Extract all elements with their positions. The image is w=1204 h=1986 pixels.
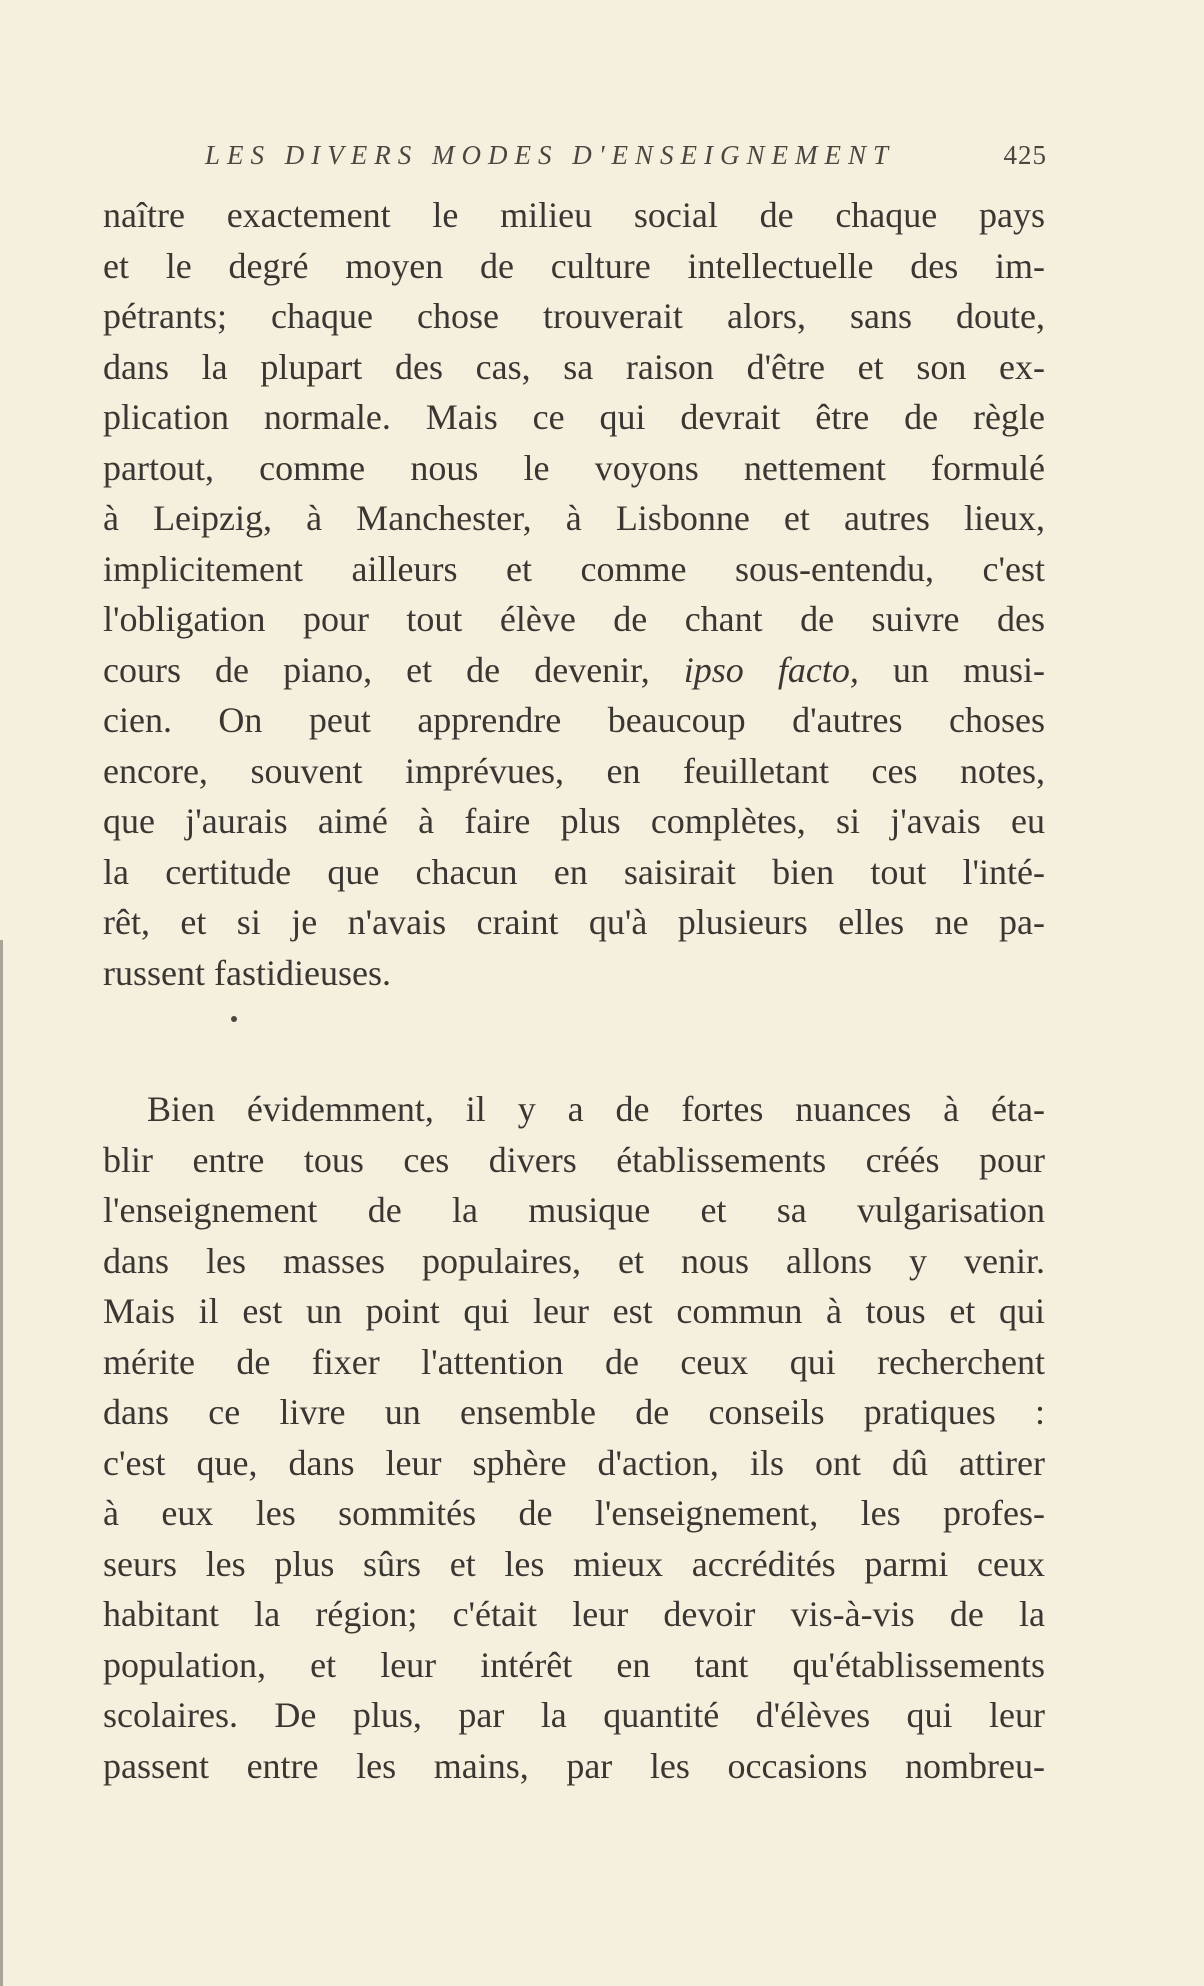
text-line: à Leipzig, à Manchester, à Lisbonne et autres lieux,: [103, 498, 1045, 538]
text-line: Bien évidemment, il y a de fortes nuances à éta-: [147, 1089, 1045, 1129]
text-line: pétrants; chaque chose trouverait alors, sans doute,: [103, 296, 1045, 336]
text-line: c'est que, dans leur sphère d'action, ils ont dû attirer: [103, 1442, 1045, 1483]
text-line: population, et leur intérêt en tant qu'établissements: [103, 1644, 1045, 1685]
text-line: l'obligation pour tout élève de chant de suivre des: [103, 599, 1045, 639]
ornament-dot: [231, 1016, 237, 1022]
text-line: et le degré moyen de culture intellectuelle des im-: [103, 245, 1045, 286]
running-head: [105, 140, 1047, 174]
text-line: passent entre les mains, par les occasions nombreu-: [103, 1745, 1045, 1786]
text-line-with-italic: [103, 645, 1045, 696]
text-line: implicitement ailleurs et comme sous-entendu, c'est: [103, 548, 1045, 589]
text-line: rêt, et si je n'avais craint qu'à plusieurs elles ne pa-: [103, 902, 1045, 942]
text-line: encore, souvent imprévues, en feuilletant ces notes,: [103, 750, 1045, 791]
text-line: que j'aurais aimé à faire plus complètes, si j'avais eu: [103, 801, 1045, 841]
text-line: l'enseignement de la musique et sa vulgarisation: [103, 1190, 1045, 1230]
text-line: habitant la région; c'était leur devoir vis-à-vis de la: [103, 1594, 1045, 1634]
page-number: 425: [1003, 140, 1047, 170]
text-line: blir entre tous ces divers établissements créés pour: [103, 1139, 1045, 1180]
page-edge-shadow: [0, 940, 3, 1986]
paragraph-separator: [103, 998, 1045, 1084]
running-title: LES DIVERS MODES D'ENSEIGNEMENT: [205, 140, 895, 170]
text-line: plication normale. Mais ce qui devrait être de règle: [103, 397, 1045, 437]
text-line: seurs les plus sûrs et les mieux accrédités parmi ceux: [103, 1543, 1045, 1584]
text-line: mérite de fixer l'attention de ceux qui recherchent: [103, 1341, 1045, 1382]
text-segment: cours de piano, et de devenir,: [103, 649, 684, 690]
text-line: scolaires. De plus, par la quantité d'élèves qui leur: [103, 1695, 1045, 1735]
body-text: [103, 190, 1045, 1791]
text-line: Mais il est un point qui leur est commun à tous et qui: [103, 1291, 1045, 1331]
text-segment: un musi-: [858, 649, 1045, 690]
text-line: la certitude que chacun en saisirait bien tout l'inté-: [103, 851, 1045, 892]
text-line: dans les masses populaires, et nous allons y venir.: [103, 1240, 1045, 1281]
text-line: russent fastidieuses.: [103, 952, 391, 993]
text-line: cien. On peut apprendre beaucoup d'autres choses: [103, 700, 1045, 740]
text-line: à eux les sommités de l'enseignement, les profes-: [103, 1493, 1045, 1533]
text-line: dans la plupart des cas, sa raison d'être et son ex-: [103, 346, 1045, 387]
text-line: naître exactement le milieu social de chaque pays: [103, 195, 1045, 235]
text-line: partout, comme nous le voyons nettement formulé: [103, 447, 1045, 488]
text-line: dans ce livre un ensemble de conseils pratiques :: [103, 1392, 1045, 1432]
italic-phrase: ipso facto,: [683, 649, 859, 690]
